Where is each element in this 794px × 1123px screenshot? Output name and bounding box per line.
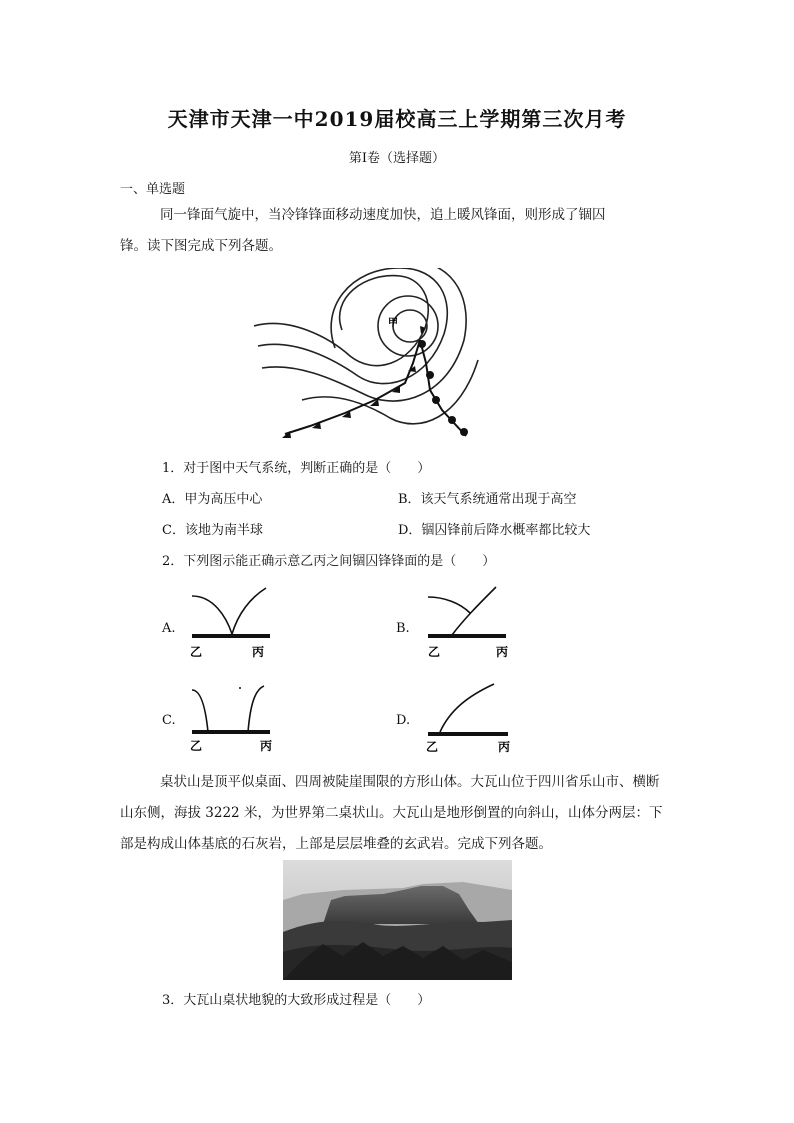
label-bing: 丙 [496, 645, 508, 658]
passage-2-line-3: 部是构成山体基底的石灰岩，上部是层层堆叠的玄武岩。完成下列各题。 [120, 836, 552, 852]
q1-option-c: C．该地为南半球 [162, 523, 263, 538]
passage-2-line-2: 山东侧，海拔 3222 米，为世界第二桌状山。大瓦山是地形倒置的向斜山，山体分两层：下 [120, 805, 663, 821]
question-3: 3．大瓦山桌状地貌的大致形成过程是（ ） [162, 993, 431, 1008]
q2-option-d-diagram [424, 680, 510, 755]
q2-option-c-diagram [188, 682, 272, 754]
passage-1 [120, 200, 680, 262]
question-2: 2．下列图示能正确示意乙丙之间锢囚锋锋面的是（ ） [162, 554, 496, 569]
label-yi: 乙 [190, 645, 203, 658]
q2-option-b-diagram [424, 583, 508, 658]
cyclone-front-diagram [250, 268, 482, 444]
q2-option-d-letter: D. [396, 713, 411, 728]
question-1: 1．对于图中天气系统，判断正确的是（ ） [162, 461, 431, 476]
passage-1-line-2: 锋。读下图完成下列各题。 [120, 238, 282, 254]
q1-option-d: D．锢囚锋前后降水概率都比较大 [398, 523, 591, 538]
passage-2-line-1: 桌状山是顶平似桌面、四周被陡崖围限的方形山体。大瓦山位于四川省乐山市、横断 [160, 774, 660, 790]
q2-option-c-letter: C. [162, 713, 176, 728]
q1-option-b: B．该天气系统通常出现于高空 [398, 492, 577, 507]
label-bing: 丙 [252, 645, 265, 658]
passage-2 [120, 767, 680, 860]
passage-1-line-1: 同一锋面气旋中，当冷锋锋面移动速度加快，追上暖风锋面，则形成了锢囚 [160, 207, 606, 223]
label-bing: 丙 [260, 739, 272, 753]
label-yi: 乙 [190, 739, 203, 753]
exam-part-label: 第I卷（选择题） [348, 151, 446, 166]
q1-option-a: A．甲为高压中心 [162, 492, 263, 507]
q2-option-b-letter: B. [396, 621, 410, 636]
label-bing: 丙 [498, 740, 510, 754]
label-jia: 甲 [388, 318, 398, 329]
section-heading: 一、单选题 [120, 182, 186, 197]
label-yi: 乙 [428, 645, 441, 658]
label-yi: 乙 [426, 740, 439, 754]
q2-option-a-diagram [188, 586, 272, 658]
q2-option-a-letter: A. [162, 621, 176, 636]
table-mountain-photo [283, 860, 512, 980]
page-title: 天津市天津一中2019届校高三上学期第三次月考 [167, 107, 627, 131]
